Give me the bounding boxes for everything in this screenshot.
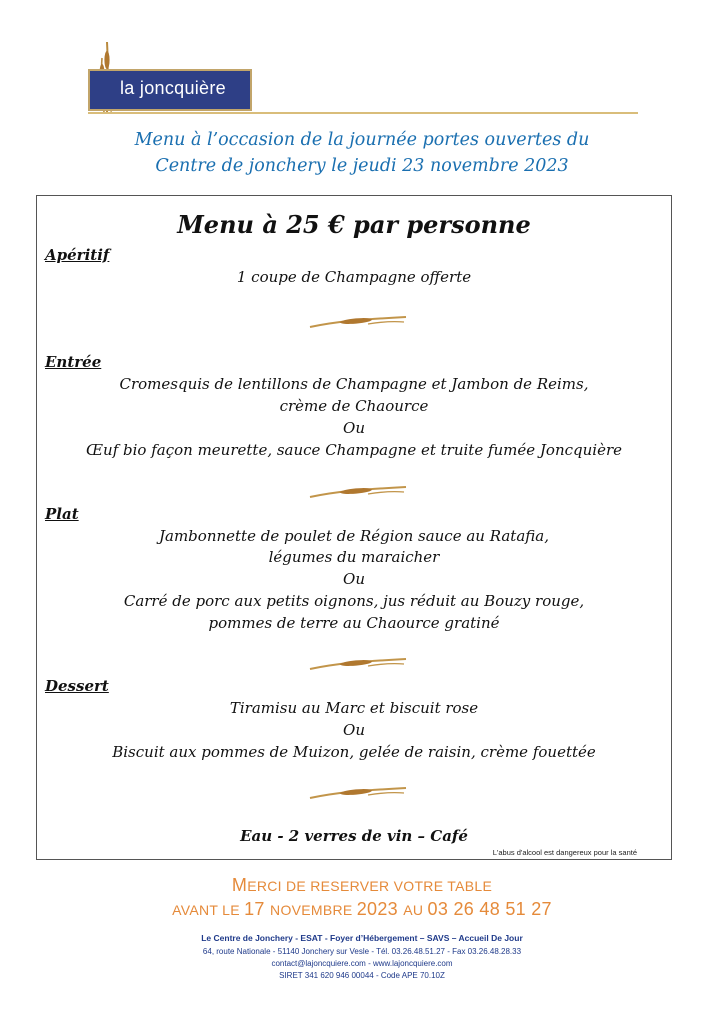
section-title-plat: Plat	[45, 505, 79, 523]
reservation-text: AVANT LE	[172, 902, 245, 918]
reservation-line-2	[0, 899, 724, 920]
reservation-date-year: 2023	[356, 899, 404, 919]
footer-address: 64, route Nationale - 51140 Jonchery sur Vesle - Tél. 03.26.48.51.27 - Fax 03.26.48.28.33	[202, 947, 522, 956]
menu-box	[36, 195, 672, 860]
section-title-aperitif: Apéritif	[45, 246, 110, 264]
footer-contact[interactable]: contact@lajoncquiere.com - www.lajoncquiere.com	[271, 959, 453, 968]
reed-separator-icon	[308, 485, 408, 499]
or-separator: Ou	[343, 721, 365, 739]
dish-line: crème de Chaource	[279, 397, 429, 415]
or-separator: Ou	[343, 419, 365, 437]
dish-line: 1 coupe de Champagne offerte	[236, 268, 472, 286]
reservation-line-1	[0, 875, 724, 896]
section-title-dessert: Dessert	[45, 677, 109, 695]
menu-price-title: Menu à 25 € par personne	[177, 210, 531, 239]
event-title-line-2: Centre de jonchery le jeudi 23 novembre 2023	[155, 156, 569, 176]
reed-separator-icon	[308, 315, 408, 329]
reservation-text: M	[231, 875, 248, 895]
alcohol-warning: L'abus d'alcool est dangereux pour la santé	[492, 848, 637, 857]
logo-box	[88, 69, 252, 111]
reservation-text: NOVEMBRE	[270, 902, 357, 918]
section-title-entree: Entrée	[45, 353, 102, 371]
dish-line: Carré de porc aux petits oignons, jus réduit au Bouzy rouge,	[123, 592, 585, 610]
reservation-date-day: 17	[244, 899, 271, 919]
event-title-line-1: Menu à l’occasion de la journée portes ouvertes du	[134, 130, 590, 150]
dish-line: Biscuit aux pommes de Muizon, gelée de raisin, crème fouettée	[112, 743, 596, 761]
footer-siret: SIRET 341 620 946 00044 - Code APE 70.10Z	[279, 971, 445, 980]
footer-organization: Le Centre de Jonchery - ESAT - Foyer d’Hébergement – SAVS – Accueil De Jour	[201, 933, 523, 943]
dish-line: Jambonnette de poulet de Région sauce au Ratafia,	[159, 527, 549, 545]
reed-separator-icon	[308, 657, 408, 671]
dish-line: légumes du maraicher	[268, 548, 440, 566]
reservation-text: AU	[403, 902, 428, 918]
event-title	[40, 127, 684, 179]
dish-line: Tiramisu au Marc et biscuit rose	[229, 699, 479, 717]
reservation-text: ERCI DE RESERVER VOTRE TABLE	[247, 878, 493, 894]
header-rule	[88, 112, 638, 114]
reservation-phone: 03 26 48 51 27	[427, 899, 552, 919]
dish-line: pommes de terre au Chaource gratiné	[208, 614, 500, 632]
dish-line: Œuf bio façon meurette, sauce Champagne et truite fumée Joncquière	[85, 441, 623, 459]
dish-line: Cromesquis de lentillons de Champagne et Jambon de Reims,	[119, 375, 589, 393]
logo-text: la joncquière	[120, 78, 226, 98]
logo	[80, 40, 270, 116]
or-separator: Ou	[343, 570, 365, 588]
reed-separator-icon	[308, 786, 408, 800]
drinks-line: Eau - 2 verres de vin – Café	[240, 827, 468, 845]
